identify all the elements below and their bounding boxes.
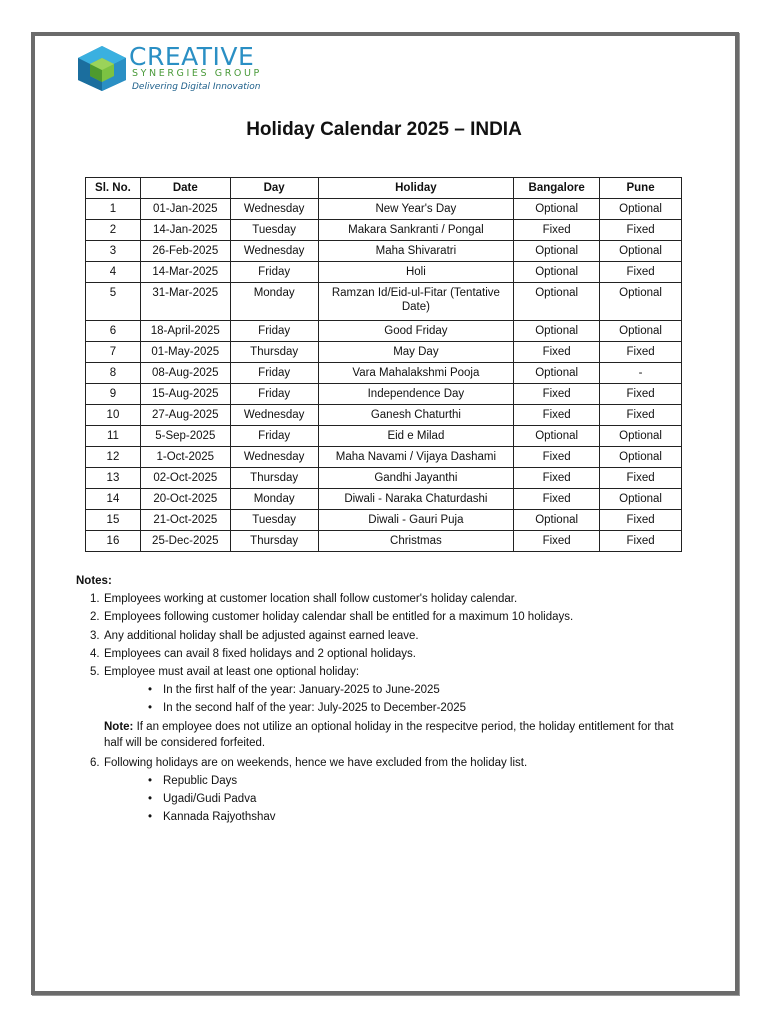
cell-sl-no: 13 xyxy=(86,468,141,489)
cell-date: 21-Oct-2025 xyxy=(140,510,230,531)
cell-sl-no: 14 xyxy=(86,489,141,510)
cell-day: Monday xyxy=(230,489,318,510)
cell-sl-no: 11 xyxy=(86,426,141,447)
table-row xyxy=(86,468,682,489)
cell-day: Wednesday xyxy=(230,199,318,220)
cell-date: 18-April-2025 xyxy=(140,321,230,342)
cell-sl-no: 8 xyxy=(86,363,141,384)
cell-date: 02-Oct-2025 xyxy=(140,468,230,489)
bullet-icon: • xyxy=(148,702,153,715)
cell-holiday: Independence Day xyxy=(318,384,514,405)
cell-pune: Fixed xyxy=(600,384,682,405)
cell-sl-no: 5 xyxy=(86,283,141,321)
cell-day: Thursday xyxy=(230,342,318,363)
note-item-text: Employees can avail 8 fixed holidays and 2 optional holidays. xyxy=(104,647,416,660)
table-row xyxy=(86,283,682,321)
note-item-text: Any additional holiday shall be adjusted against earned leave. xyxy=(104,629,419,642)
note-item-text: Employees following customer holiday calendar shall be entitled for a maximum 10 holidays. xyxy=(104,611,574,624)
note-item xyxy=(76,590,676,608)
cell-day: Friday xyxy=(230,321,318,342)
cell-bangalore: Optional xyxy=(514,363,600,384)
cell-holiday: Makara Sankranti / Pongal xyxy=(318,220,514,241)
cell-day: Thursday xyxy=(230,468,318,489)
note-bullet-item xyxy=(76,699,676,717)
cell-bangalore: Optional xyxy=(514,262,600,283)
note-bullet-item xyxy=(76,790,676,808)
cell-date: 14-Jan-2025 xyxy=(140,220,230,241)
table-row xyxy=(86,489,682,510)
cell-day: Friday xyxy=(230,363,318,384)
cell-day: Friday xyxy=(230,384,318,405)
cell-date: 5-Sep-2025 xyxy=(140,426,230,447)
table-row xyxy=(86,531,682,552)
cell-pune: Optional xyxy=(600,283,682,321)
note-bullet-text: In the first half of the year: January-2025 to June-2025 xyxy=(163,684,440,697)
header-bangalore: Bangalore xyxy=(514,178,600,199)
table-row xyxy=(86,342,682,363)
company-logo xyxy=(76,44,276,94)
note-item-text: Employee must avail at least one optional holiday: xyxy=(104,666,360,679)
cell-day: Monday xyxy=(230,283,318,321)
cell-bangalore: Optional xyxy=(514,426,600,447)
note-bullet-item xyxy=(76,808,676,826)
cell-pune: Optional xyxy=(600,321,682,342)
logo-subtitle: SYNERGIES GROUP xyxy=(132,68,262,79)
note-item-text: Following holidays are on weekends, hence we have excluded from the holiday list. xyxy=(104,756,528,769)
cell-sl-no: 1 xyxy=(86,199,141,220)
note-bullet-text: Ugadi/Gudi Padva xyxy=(163,793,257,806)
cell-pune: Fixed xyxy=(600,220,682,241)
cell-pune: Fixed xyxy=(600,531,682,552)
cell-pune: Fixed xyxy=(600,468,682,489)
cell-bangalore: Fixed xyxy=(514,384,600,405)
cell-sl-no: 15 xyxy=(86,510,141,531)
cell-pune: Fixed xyxy=(600,342,682,363)
note-item xyxy=(76,645,676,663)
cell-bangalore: Fixed xyxy=(514,405,600,426)
cell-day: Tuesday xyxy=(230,510,318,531)
cell-sl-no: 10 xyxy=(86,405,141,426)
note-paragraph xyxy=(76,719,676,751)
cell-pune: Optional xyxy=(600,426,682,447)
cell-pune: Optional xyxy=(600,489,682,510)
logo-name: CREATIVE xyxy=(129,42,255,71)
cell-pune: Optional xyxy=(600,199,682,220)
note-item xyxy=(76,663,676,681)
cell-holiday: Holi xyxy=(318,262,514,283)
header-holiday: Holiday xyxy=(318,178,514,199)
cell-holiday: Gandhi Jayanthi xyxy=(318,468,514,489)
cell-date: 25-Dec-2025 xyxy=(140,531,230,552)
note-bullet-item xyxy=(76,772,676,790)
cell-bangalore: Optional xyxy=(514,241,600,262)
cell-date: 14-Mar-2025 xyxy=(140,262,230,283)
cell-pune: Fixed xyxy=(600,262,682,283)
cell-date: 1-Oct-2025 xyxy=(140,447,230,468)
cell-holiday: Ganesh Chaturthi xyxy=(318,405,514,426)
cell-bangalore: Optional xyxy=(514,510,600,531)
note-item-text: Employees working at customer location shall follow customer's holiday calendar. xyxy=(104,593,518,606)
note-bullet-text: In the second half of the year: July-2025 to December-2025 xyxy=(163,702,467,715)
cell-day: Wednesday xyxy=(230,447,318,468)
header-sl-no: Sl. No. xyxy=(86,178,141,199)
cell-bangalore: Fixed xyxy=(514,489,600,510)
note-bullet-item xyxy=(76,681,676,699)
cell-date: 01-Jan-2025 xyxy=(140,199,230,220)
table-row xyxy=(86,405,682,426)
cell-day: Wednesday xyxy=(230,241,318,262)
note-item-number: 6. xyxy=(90,756,100,769)
note-item-number: 4. xyxy=(90,647,100,660)
page-title: Holiday Calendar 2025 – INDIA xyxy=(246,119,522,140)
cell-day: Wednesday xyxy=(230,405,318,426)
cell-holiday: May Day xyxy=(318,342,514,363)
holiday-table xyxy=(85,177,682,552)
cell-day: Thursday xyxy=(230,531,318,552)
cell-day: Tuesday xyxy=(230,220,318,241)
cell-day: Friday xyxy=(230,262,318,283)
note-label: Note: xyxy=(104,720,134,733)
bullet-icon: • xyxy=(148,811,153,824)
cell-date: 26-Feb-2025 xyxy=(140,241,230,262)
table-row xyxy=(86,321,682,342)
cell-holiday: Diwali - Gauri Puja xyxy=(318,510,514,531)
note-item-number: 1. xyxy=(90,593,100,606)
cell-sl-no: 12 xyxy=(86,447,141,468)
cell-holiday: Ramzan Id/Eid-ul-Fitar (Tentative Date) xyxy=(318,283,514,321)
cell-pune: Fixed xyxy=(600,510,682,531)
table-row xyxy=(86,447,682,468)
note-text: If an employee does not utilize an optional holiday in the respecitve period, the holiday entitlement for that half will be considered forfeited. xyxy=(104,720,674,749)
cell-date: 31-Mar-2025 xyxy=(140,283,230,321)
table-row xyxy=(86,363,682,384)
table-header-row xyxy=(86,178,682,199)
note-item-number: 5. xyxy=(90,666,100,679)
note-bullet-text: Kannada Rajyothshav xyxy=(163,811,276,824)
cell-holiday: Good Friday xyxy=(318,321,514,342)
table-row xyxy=(86,241,682,262)
cell-date: 20-Oct-2025 xyxy=(140,489,230,510)
table-row xyxy=(86,220,682,241)
cell-sl-no: 16 xyxy=(86,531,141,552)
cell-bangalore: Optional xyxy=(514,321,600,342)
logo-tagline: Delivering Digital Innovation xyxy=(132,82,261,92)
cell-pune: Optional xyxy=(600,241,682,262)
cell-bangalore: Optional xyxy=(514,199,600,220)
cell-pune: Fixed xyxy=(600,405,682,426)
header-pune: Pune xyxy=(600,178,682,199)
cell-bangalore: Fixed xyxy=(514,342,600,363)
table-row xyxy=(86,262,682,283)
bullet-icon: • xyxy=(148,774,153,787)
note-item xyxy=(76,608,676,626)
bullet-icon: • xyxy=(148,793,153,806)
cell-bangalore: Fixed xyxy=(514,220,600,241)
bullet-icon: • xyxy=(148,684,153,697)
table-row xyxy=(86,426,682,447)
cell-holiday: Maha Shivaratri xyxy=(318,241,514,262)
table-row xyxy=(86,384,682,405)
cell-bangalore: Optional xyxy=(514,283,600,321)
cell-bangalore: Fixed xyxy=(514,447,600,468)
cell-holiday: Christmas xyxy=(318,531,514,552)
cell-holiday: Diwali - Naraka Chaturdashi xyxy=(318,489,514,510)
cell-pune: - xyxy=(600,363,682,384)
cell-date: 01-May-2025 xyxy=(140,342,230,363)
cell-sl-no: 2 xyxy=(86,220,141,241)
cell-bangalore: Fixed xyxy=(514,531,600,552)
notes-title: Notes: xyxy=(76,575,112,587)
cell-day: Friday xyxy=(230,426,318,447)
cell-holiday: Vara Mahalakshmi Pooja xyxy=(318,363,514,384)
note-item-number: 2. xyxy=(90,611,100,624)
cell-sl-no: 3 xyxy=(86,241,141,262)
cell-bangalore: Fixed xyxy=(514,468,600,489)
cell-date: 27-Aug-2025 xyxy=(140,405,230,426)
note-bullet-text: Republic Days xyxy=(163,774,238,787)
note-item-number: 3. xyxy=(90,629,100,642)
cell-holiday: New Year's Day xyxy=(318,199,514,220)
cell-sl-no: 7 xyxy=(86,342,141,363)
cell-sl-no: 9 xyxy=(86,384,141,405)
table-row xyxy=(86,510,682,531)
cell-holiday: Maha Navami / Vijaya Dashami xyxy=(318,447,514,468)
notes-section xyxy=(76,572,676,826)
cell-pune: Optional xyxy=(600,447,682,468)
table-row xyxy=(86,199,682,220)
cell-date: 15-Aug-2025 xyxy=(140,384,230,405)
cell-sl-no: 4 xyxy=(86,262,141,283)
note-item xyxy=(76,627,676,645)
cell-date: 08-Aug-2025 xyxy=(140,363,230,384)
cell-sl-no: 6 xyxy=(86,321,141,342)
header-date: Date xyxy=(140,178,230,199)
note-item xyxy=(76,754,676,772)
logo-cube-icon xyxy=(76,44,128,92)
header-day: Day xyxy=(230,178,318,199)
cell-holiday: Eid e Milad xyxy=(318,426,514,447)
